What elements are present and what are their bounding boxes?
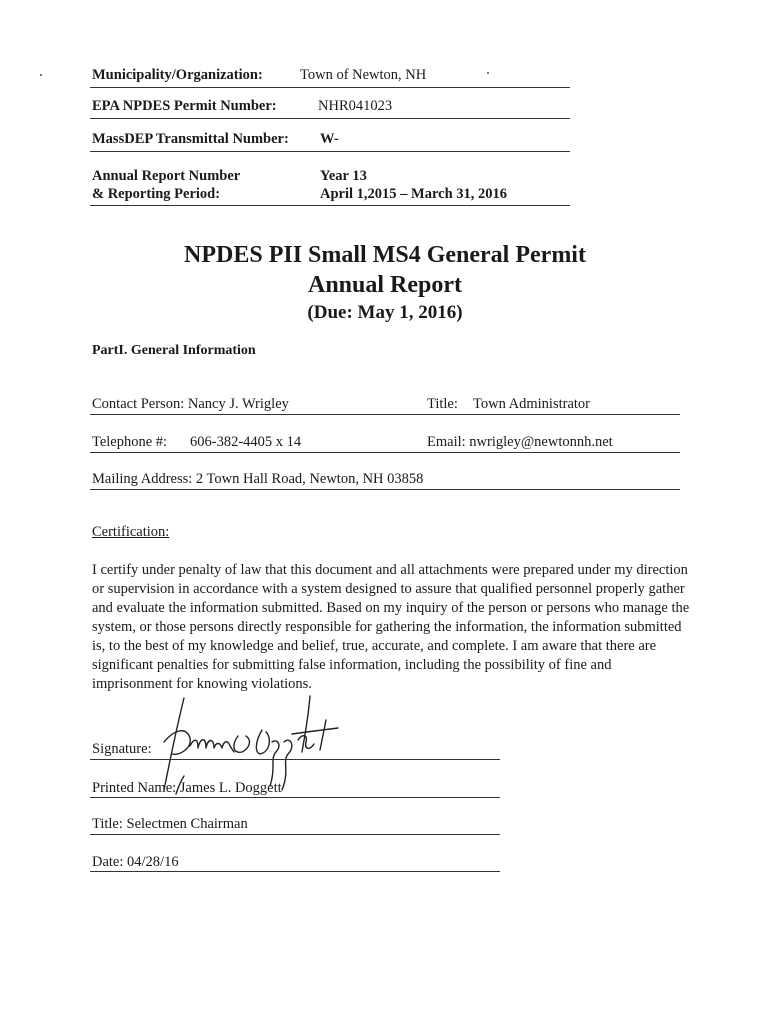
- contact-person: Contact Person: Nancy J. Wrigley: [92, 396, 289, 412]
- due-date: (Due: May 1, 2016): [307, 302, 463, 323]
- printed-name-rule: [90, 797, 500, 798]
- certification-heading: Certification:: [92, 524, 170, 540]
- scan-speck: [40, 74, 42, 76]
- contact-rule: [90, 414, 680, 415]
- mailing-address: Mailing Address: 2 Town Hall Road, Newton, NH 03858: [92, 471, 424, 487]
- municipality-rule: [90, 87, 570, 88]
- signature-label: Signature:: [92, 741, 152, 757]
- signer-title: Title: Selectmen Chairman: [92, 816, 248, 832]
- mailing-rule: [90, 489, 680, 490]
- telephone-value: 606-382-4405 x 14: [190, 434, 302, 450]
- email-field: Email: nwrigley@newtonnh.net: [427, 434, 613, 450]
- transmittal-value: W-: [320, 131, 339, 147]
- contact-title-value: Town Administrator: [473, 396, 590, 412]
- transmittal-label: MassDEP Transmittal Number:: [92, 131, 289, 147]
- report-value-2: April 1,2015 – March 31, 2016: [320, 186, 508, 202]
- document-subtitle: Annual Report: [307, 272, 463, 298]
- permit-value: NHR041023: [318, 98, 393, 114]
- section-heading: PartI. General Information: [92, 343, 256, 358]
- document-title: NPDES PII Small MS4 General Permit: [184, 242, 586, 268]
- report-label-1: Annual Report Number: [92, 168, 241, 184]
- report-label-2: & Reporting Period:: [92, 186, 221, 202]
- permit-label: EPA NPDES Permit Number:: [92, 98, 277, 114]
- contact-title-label: Title:: [427, 396, 458, 412]
- municipality-value: Town of Newton, NH: [300, 67, 427, 83]
- telephone-rule: [90, 452, 680, 453]
- scan-speck: [487, 72, 489, 74]
- transmittal-rule: [90, 151, 570, 152]
- telephone-label: Telephone #:: [92, 434, 168, 450]
- report-rule: [90, 205, 570, 206]
- printed-name: Printed Name: James L. Doggett: [92, 780, 282, 796]
- signature-rule: [90, 759, 500, 760]
- certification-text: I certify under penalty of law that this document and all attachments were prepared under my direction or supervision in accordance with a system designed to assure that qualified personnel properly gather and evaluate the information submitted. Based on my inquiry of the person or persons who manage the system, or those persons directly responsible for gathering the information, the information submitted is, to the best of my knowledge and belief, true, accurate, and complete. I am aware that there are significant penalties for submitting false information, including the possibility of fine and imprisonment for knowing violations.: [92, 562, 690, 692]
- signature-date: Date: 04/28/16: [92, 854, 179, 870]
- permit-rule: [90, 118, 570, 119]
- signer-title-rule: [90, 834, 500, 835]
- date-rule: [90, 871, 500, 872]
- municipality-label: Municipality/Organization:: [92, 67, 263, 83]
- report-value-1: Year 13: [320, 168, 367, 184]
